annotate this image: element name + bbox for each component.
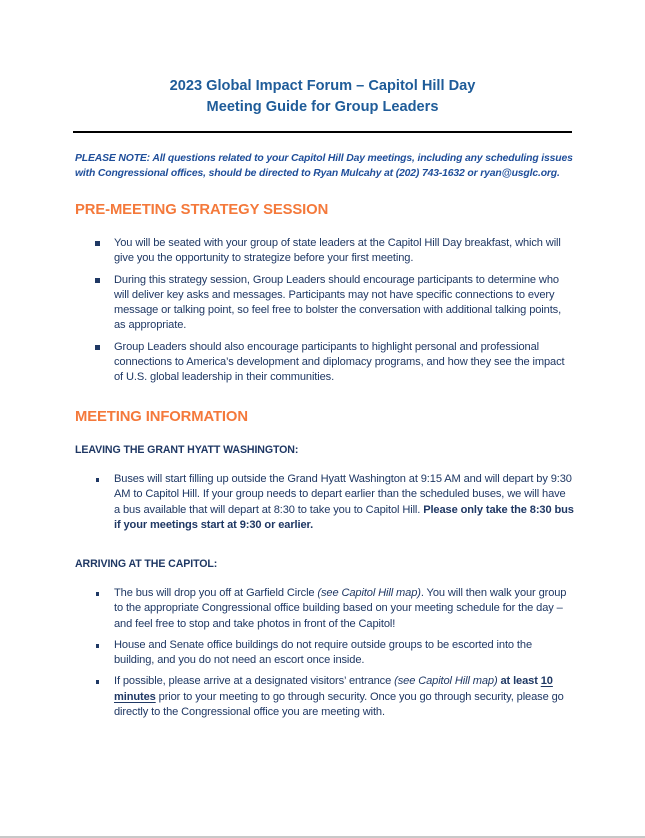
list-item-bold-text: at least <box>497 675 541 688</box>
title-divider <box>73 131 572 133</box>
square-bullet-icon <box>96 680 99 684</box>
arriving-list <box>0 586 645 726</box>
list-item <box>0 586 574 632</box>
list-item-text: House and Senate office buildings do not require outside groups to be escorted into the building, and you do not need an escort once inside. <box>114 638 532 667</box>
square-bullet-icon <box>95 278 100 283</box>
map-reference: (see Capitol Hill map) <box>317 587 421 599</box>
leaving-list <box>0 472 645 533</box>
list-item-text: If possible, please arrive at a designated visitors’ entrance <box>114 675 395 688</box>
list-item-text: prior to your meeting to go through security. Once you go through security, please go directly to the Congressional office you are meeting with. <box>114 690 564 719</box>
list-item <box>0 674 574 720</box>
subheading-leaving: LEAVING THE GRANT HYATT WASHINGTON: <box>75 444 299 456</box>
list-item-text: During this strategy session, Group Leaders should encourage participants to determine who will deliver key asks and messages. Participants may not have specific connections to every message or talking point, so feel free to bolster the conversation with additional talking points, as appropriate. <box>114 273 562 332</box>
contact-note: PLEASE NOTE: All questions related to your Capitol Hill Day meetings, including any scheduling issues with Congressional offices, should be directed to Ryan Mulcahy at (202) 743-1632 or ryan@usglc.org. <box>75 153 573 179</box>
square-bullet-icon <box>95 345 100 350</box>
section-heading-pre-meeting: PRE-MEETING STRATEGY SESSION <box>75 202 329 218</box>
section-heading-meeting-info: MEETING INFORMATION <box>75 409 248 425</box>
list-item <box>0 236 574 267</box>
list-item-text: The bus will drop you off at Garfield Circle <box>114 587 318 599</box>
list-item-text: Buses will start filling up outside the Grand Hyatt Washington at 9:15 AM and will depart by 9:30 AM to Capitol Hill. If your group needs to depart earlier than the scheduled buses, we will have a bus available that will depart at 8:30 to take you to Capitol Hill. <box>114 473 572 516</box>
title-line-2: Meeting Guide for Group Leaders <box>206 99 439 115</box>
list-item <box>0 638 574 669</box>
document-title <box>0 76 645 118</box>
square-bullet-icon <box>96 592 99 596</box>
list-item-text: Group Leaders should also encourage participants to highlight personal and professional connections to America’s development and diplomacy programs, and how they see the impact of U.S. global leadership in their communities. <box>114 340 565 384</box>
subheading-arriving: ARRIVING AT THE CAPITOL: <box>75 558 218 570</box>
emphasis-underlined: 10 minutes <box>114 675 553 703</box>
title-line-1: 2023 Global Impact Forum – Capitol Hill Day <box>169 78 476 94</box>
square-bullet-icon <box>95 241 100 246</box>
list-item <box>0 472 574 533</box>
list-item-text: You will be seated with your group of state leaders at the Capitol Hill Day breakfast, which will give you the opportunity to strategize before your first meeting. <box>114 237 561 265</box>
list-item <box>0 273 574 334</box>
list-item-bold-text: Please only take the 8:30 bus if your meetings start at 9:30 or earlier. <box>114 503 574 531</box>
square-bullet-icon <box>96 478 99 482</box>
square-bullet-icon <box>96 644 99 648</box>
pre-meeting-list <box>0 236 645 392</box>
list-item <box>0 340 574 386</box>
map-reference: (see Capitol Hill map) <box>394 675 498 688</box>
list-item-text: . You will then walk your group to the appropriate Congressional office building based on your meeting schedule for the day – and feel free to stop and take photos in front of the Capitol! <box>114 587 567 630</box>
